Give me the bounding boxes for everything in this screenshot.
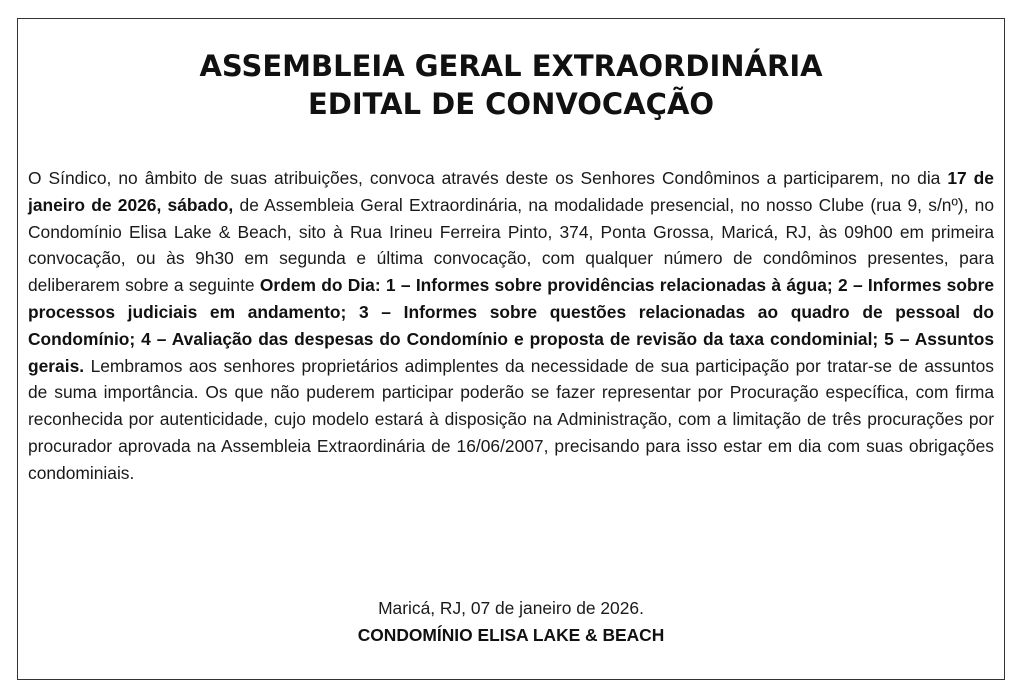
title-edital: EDITAL DE CONVOCAÇÃO: [307, 87, 715, 121]
meeting-date: 17 de janeiro de 2026, sábado,: [28, 168, 994, 215]
body-intro: O Síndico, no âmbito de suas atribuições, convoca através deste os Senhores Condôminos a participarem, no dia: [28, 168, 948, 188]
body-closing: Lembramos aos senhores proprietários adimplentes da necessidade de sua participação por tratar-se de assuntos de suma importância. Os que não puderem participar poderão se fazer representar por Procuração específica, com firma reconhecida por autenticidade, cujo modelo estará à disposição na Administração, com a limitação de três procurações por procurador aprovada na Assembleia Extraordinária de 16/06/2007, precisando para isso estar em dia com suas obrigações condominiais.: [28, 355, 994, 483]
signature: CONDOMÍNIO ELISA LAKE & BEACH: [357, 625, 665, 645]
signature-block: [18, 595, 1004, 649]
notice-body: [28, 165, 994, 487]
notice-frame: [17, 18, 1005, 680]
notice-title: [18, 47, 1004, 123]
body-location: de Assembleia Geral Extraordinária, na modalidade presencial, no nosso Clube (rua 9, s/nº), no Condomínio Elisa Lake & Beach, sito à Rua Irineu Ferreira Pinto, 374, Ponta Grossa, Maricá, RJ, às 09h00 em primeira convocação, ou às 9h30 em segunda e última convocação, com qualquer número de condôminos presentes, para deliberarem sobre a seguinte: [28, 194, 995, 296]
place-date: Maricá, RJ, 07 de janeiro de 2026.: [378, 598, 644, 618]
agenda: Ordem do Dia: 1 – Informes sobre providências relacionadas à água; 2 – Informes sobre processos judiciais em andamento; 3 – Informes sobre questões relacionadas ao quadro de pessoal do Condomínio; 4 – Avaliação das despesas do Condomínio e proposta de revisão da taxa condominial; 5 – Assuntos gerais.: [28, 275, 995, 376]
title-assembly: ASSEMBLEIA GERAL EXTRAORDINÁRIA: [199, 49, 823, 83]
